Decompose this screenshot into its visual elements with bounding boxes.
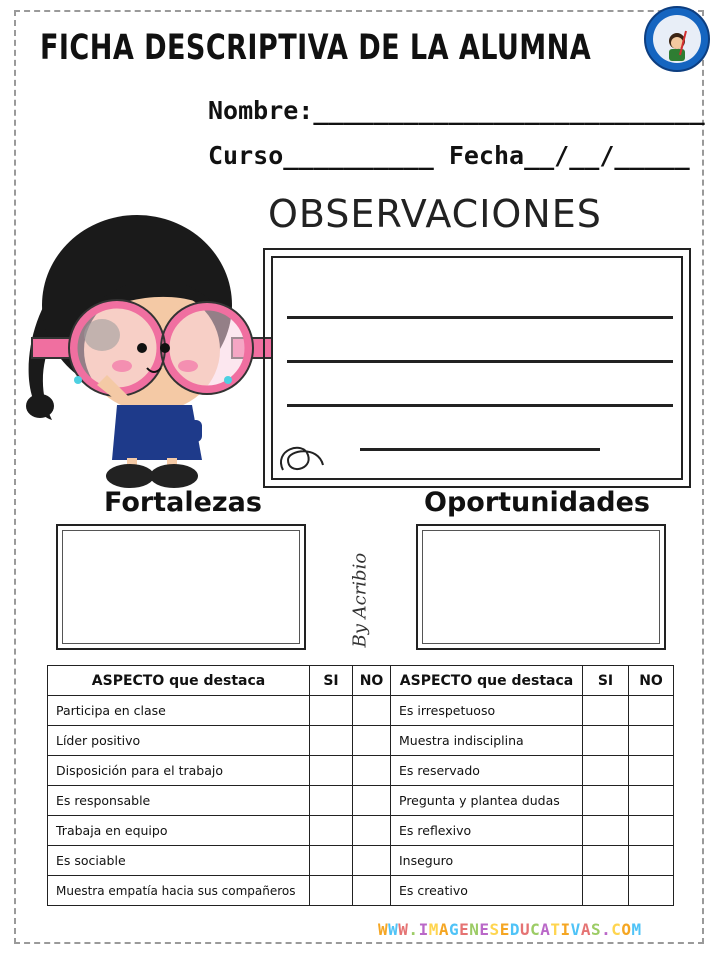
opportunities-box[interactable] xyxy=(416,524,666,650)
aspect-left: Es sociable xyxy=(48,846,310,876)
aspect-left: Trabaja en equipo xyxy=(48,816,310,846)
si-check-cell[interactable] xyxy=(310,876,353,906)
si-check-cell[interactable] xyxy=(583,786,629,816)
si-check-cell[interactable] xyxy=(310,786,353,816)
si-check-cell[interactable] xyxy=(583,726,629,756)
aspect-header-left: ASPECTO que destaca xyxy=(48,666,310,696)
si-header-left: SI xyxy=(310,666,353,696)
si-check-cell[interactable] xyxy=(583,876,629,906)
no-check-cell[interactable] xyxy=(353,726,391,756)
girl-with-glasses-illustration xyxy=(22,210,277,490)
no-check-cell[interactable] xyxy=(353,786,391,816)
table-row xyxy=(48,786,674,816)
si-check-cell[interactable] xyxy=(310,846,353,876)
table-row xyxy=(48,816,674,846)
signature xyxy=(340,540,380,650)
table-row xyxy=(48,756,674,786)
si-check-cell[interactable] xyxy=(583,846,629,876)
aspect-left: Líder positivo xyxy=(48,726,310,756)
table-row xyxy=(48,696,674,726)
observations-box[interactable] xyxy=(263,248,691,488)
document-title: FICHA DESCRIPTIVA DE LA ALUMNA xyxy=(40,28,592,68)
table-row xyxy=(48,876,674,906)
no-check-cell[interactable] xyxy=(629,876,674,906)
no-header-left: NO xyxy=(353,666,391,696)
aspects-table xyxy=(47,665,674,906)
no-check-cell[interactable] xyxy=(353,876,391,906)
si-check-cell[interactable] xyxy=(583,756,629,786)
opportunities-heading: Oportunidades xyxy=(424,487,651,518)
course-date-field: Curso__________ Fecha__/__/_____ xyxy=(208,141,690,170)
si-check-cell[interactable] xyxy=(310,696,353,726)
aspect-left: Participa en clase xyxy=(48,696,310,726)
no-check-cell[interactable] xyxy=(629,756,674,786)
table-header-row xyxy=(48,666,674,696)
aspect-right: Es irrespetuoso xyxy=(391,696,583,726)
no-check-cell[interactable] xyxy=(629,696,674,726)
no-check-cell[interactable] xyxy=(629,846,674,876)
no-check-cell[interactable] xyxy=(353,696,391,726)
si-check-cell[interactable] xyxy=(583,816,629,846)
website-link[interactable]: WWW.IMAGENESEDUCATIVAS.COM xyxy=(378,920,642,939)
aspect-right: Muestra indisciplina xyxy=(391,726,583,756)
table-row xyxy=(48,846,674,876)
observations-title: OBSERVACIONES xyxy=(268,192,602,236)
no-check-cell[interactable] xyxy=(353,756,391,786)
strengths-box[interactable] xyxy=(56,524,306,650)
name-field: Nombre:__________________________ xyxy=(208,96,705,125)
aspect-right: Es creativo xyxy=(391,876,583,906)
aspect-right: Pregunta y plantea dudas xyxy=(391,786,583,816)
no-check-cell[interactable] xyxy=(629,726,674,756)
si-check-cell[interactable] xyxy=(310,726,353,756)
no-check-cell[interactable] xyxy=(353,816,391,846)
aspect-right: Inseguro xyxy=(391,846,583,876)
no-check-cell[interactable] xyxy=(353,846,391,876)
aspect-left: Disposición para el trabajo xyxy=(48,756,310,786)
no-header-right: NO xyxy=(629,666,674,696)
si-header-right: SI xyxy=(583,666,629,696)
table-row xyxy=(48,726,674,756)
signature-text: By Acribio xyxy=(349,552,371,648)
aspect-right: Es reflexivo xyxy=(391,816,583,846)
aspect-right: Es reservado xyxy=(391,756,583,786)
strengths-heading: Fortalezas xyxy=(104,487,262,518)
aspect-header-right: ASPECTO que destaca xyxy=(391,666,583,696)
no-check-cell[interactable] xyxy=(629,786,674,816)
aspect-left: Muestra empatía hacia sus compañeros xyxy=(48,876,310,906)
aspect-left: Es responsable xyxy=(48,786,310,816)
si-check-cell[interactable] xyxy=(310,816,353,846)
si-check-cell[interactable] xyxy=(583,696,629,726)
si-check-cell[interactable] xyxy=(310,756,353,786)
boy-writing-logo-icon xyxy=(644,6,710,72)
no-check-cell[interactable] xyxy=(629,816,674,846)
